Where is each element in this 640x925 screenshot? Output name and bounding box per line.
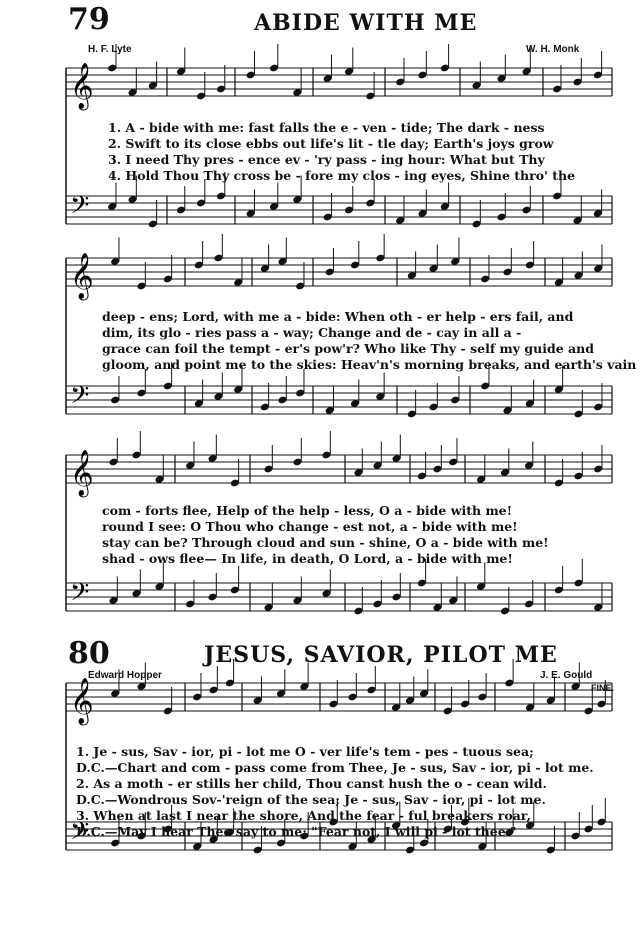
treble-clef-icon: 𝄞: [70, 678, 94, 724]
lyric-line: 3. When at last I near the shore, And the fear - ful breakers roar,: [76, 808, 531, 823]
lyric-line: com - forts flee, Help of the help - less, O a - bide with me!: [102, 503, 513, 518]
hymn-80-words-credit: Edward Hopper: [88, 670, 162, 681]
bass-clef-icon: 𝄢: [70, 381, 90, 416]
lyric-line: deep - ens; Lord, with me a - bide: When oth - er help - ers fail, and: [102, 309, 574, 324]
bass-clef-icon: 𝄢: [70, 578, 90, 613]
hymn-80-music-credit: J. E. Gould: [540, 670, 593, 681]
lyric-line: round I see: O Thou who change - est not, a - bide with me!: [102, 519, 518, 534]
lyric-line: 1. A - bide with me: fast falls the e - ven - tide; The dark - ness: [108, 120, 545, 135]
hymn-79-system-2-lyrics: [102, 309, 636, 373]
hymn-80-title: JESUS, SAVIOR, PILOT ME: [204, 642, 558, 668]
lyric-line: 2. As a moth - er stills her child, Thou canst hush the o - cean wild.: [76, 776, 547, 791]
lyric-line: dim, its glo - ries pass a - way; Change and de - cay in all a -: [102, 325, 522, 340]
hymn-79-words-credit: H. F. Lyte: [88, 44, 132, 55]
lyric-line: 3. I need Thy pres - ence ev - 'ry pass - ing hour: What but Thy: [108, 152, 545, 167]
hymn-79-system-1-lyrics: [108, 120, 575, 184]
hymn-79-number: 79: [68, 2, 110, 37]
lyric-line: shad - ows flee— In life, in death, O Lord, a - bide with me!: [102, 551, 513, 566]
lyric-line: gloom, and point me to the skies: Heav'n's morning breaks, and earth's vain: [102, 357, 637, 372]
lyric-line: 2. Swift to its close ebbs out life's lit - tle day; Earth's joys grow: [108, 136, 554, 151]
lyric-line: D.C.—Wondrous Sov-'reign of the sea; Je - sus, Sav - ior, pi - lot me.: [76, 792, 546, 807]
bass-clef-icon: 𝄢: [70, 817, 90, 852]
treble-clef-icon: 𝄞: [70, 63, 94, 109]
lyric-line: D.C.—Chart and com - pass come from Thee, Je - sus, Sav - ior, pi - lot me.: [76, 760, 594, 775]
lyric-line: grace can foil the tempt - er's pow'r? Who like Thy - self my guide and: [102, 341, 594, 356]
lyric-line: 4. Hold Thou Thy cross be - fore my clos - ing eyes, Shine thro' the: [108, 168, 576, 183]
hymn-80-number: 80: [68, 636, 110, 671]
hymn-79-title: ABIDE WITH ME: [254, 10, 478, 36]
hymn-79-music-credit: W. H. Monk: [526, 44, 580, 55]
lyric-line: stay can be? Through cloud and sun - shine, O a - bide with me!: [102, 535, 549, 550]
bass-clef-icon: 𝄢: [70, 191, 90, 226]
treble-clef-icon: 𝄞: [70, 253, 94, 299]
lyric-line: 1. Je - sus, Sav - ior, pi - lot me O - ver life's tem - pes - tuous sea;: [76, 744, 534, 759]
fine-marking: FINE.: [591, 683, 615, 693]
hymn-80-lyrics: [76, 744, 594, 840]
lyric-line: D.C.—May I hear Thee say to me; "Fear not, I will pi - lot thee.": [76, 824, 517, 839]
hymn-79-system-3-lyrics: [102, 503, 549, 567]
treble-clef-icon: 𝄞: [70, 450, 94, 496]
